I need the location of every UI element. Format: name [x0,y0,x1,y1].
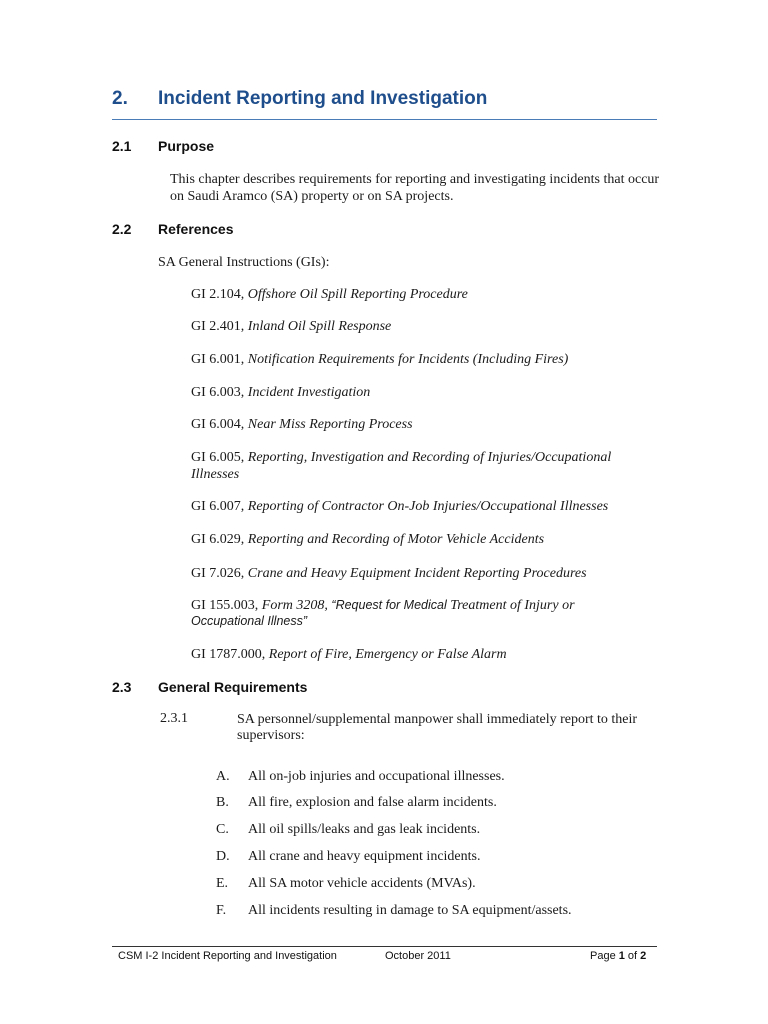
reference-code: GI 6.001, [191,352,248,367]
section-heading-purpose [112,138,214,154]
chapter-title [112,88,657,110]
reference-title-continued: Illnesses [191,467,240,482]
list-item: All incidents resulting in damage to SA equipment/assets. [248,903,572,918]
reference-code: GI 1787.000, [191,647,269,662]
list-item: All oil spills/leaks and gas leak incidents. [248,822,481,837]
list-item-letter: A. [216,769,230,784]
list-item-letter: B. [216,795,229,810]
reference-item [191,565,587,582]
reference-title: Incident Investigation [247,385,371,400]
reference-title: Near Miss Reporting Process [247,417,413,432]
purpose-line-1: This chapter describes requirements for reporting and investigating incidents that occur [170,172,660,187]
reference-code: GI 2.104, [191,287,248,302]
section-number: 2.1 [112,138,132,154]
section-number: 2.3 [112,679,132,695]
reference-item-continued [191,613,307,630]
reference-title: Reporting and Recording of Motor Vehicle Accidents [247,532,545,547]
reference-item [191,646,507,663]
list-item-letter: C. [216,822,229,837]
footer-document-name: CSM I-2 Incident Reporting and Investigation [118,950,337,962]
reference-item [191,318,391,335]
section-title: General Requirements [158,679,308,695]
section-number: 2.2 [112,221,132,237]
list-item: All on-job injuries and occupational illnesses. [248,769,505,784]
reference-title: Inland Oil Spill Response [247,319,392,334]
list-item-letter: F. [216,903,227,918]
page-of: of [624,950,641,962]
reference-item [191,416,413,433]
reference-title-continued: Occupational Illness” [191,614,308,628]
reference-item [191,449,611,466]
reference-title: Notification Requirements for Incidents (Including Fires) [247,352,569,367]
current-page: 1 [618,950,625,962]
chapter-title-text: Incident Reporting and Investigation [158,88,488,109]
reference-title: Offshore Oil Spill Reporting Procedure [247,287,468,302]
references-intro: SA General Instructions (GIs): [158,255,330,270]
reference-item [191,531,544,548]
reference-code: GI 2.401, [191,319,248,334]
footer-date: October 2011 [385,950,451,962]
reference-code: GI 6.004, [191,417,248,432]
section-heading-general-requirements [112,679,307,695]
reference-item [191,384,370,401]
chapter-number: 2. [112,88,128,109]
reference-title: Crane and Heavy Equipment Incident Reporting Procedures [247,566,587,581]
reference-item [191,286,468,303]
list-item: All crane and heavy equipment incidents. [248,849,481,864]
section-heading-references [112,221,234,237]
reference-title: Reporting of Contractor On-Job Injuries/Occupational Illnesses [247,499,609,514]
section-title: References [158,221,234,237]
reference-title-part: Treatment of Injury or [450,598,575,613]
reference-code: GI 155.003, [191,598,262,613]
reference-code: GI 7.026, [191,566,248,581]
footer-page-number [590,950,646,962]
page-word: Page [590,950,619,962]
reference-item [191,351,568,368]
title-divider [112,119,657,120]
list-item: All SA motor vehicle accidents (MVAs). [248,876,476,891]
reference-code: GI 6.029, [191,532,248,547]
purpose-line-2: on Saudi Aramco (SA) property or on SA projects. [170,189,454,204]
reference-title-part: “Request for Medical [331,598,451,612]
list-item-letter: D. [216,849,230,864]
footer-divider [112,946,657,947]
subsection-line-2: supervisors: [237,728,305,743]
total-pages: 2 [640,950,647,962]
reference-code: GI 6.007, [191,499,248,514]
list-item-letter: E. [216,876,229,891]
reference-title: Form 3208, [261,598,332,613]
section-title: Purpose [158,138,215,154]
reference-item-continued [191,466,239,483]
list-item: All fire, explosion and false alarm incidents. [248,795,497,810]
reference-title: Report of Fire, Emergency or False Alarm [268,647,507,662]
reference-code: GI 6.005, [191,450,248,465]
subsection-number: 2.3.1 [160,711,188,726]
reference-item [191,498,608,515]
reference-code: GI 6.003, [191,385,248,400]
subsection-line-1: SA personnel/supplemental manpower shall immediately report to their [237,712,638,727]
reference-title: Reporting, Investigation and Recording of Injuries/Occupational [247,450,612,465]
reference-item [191,597,575,614]
